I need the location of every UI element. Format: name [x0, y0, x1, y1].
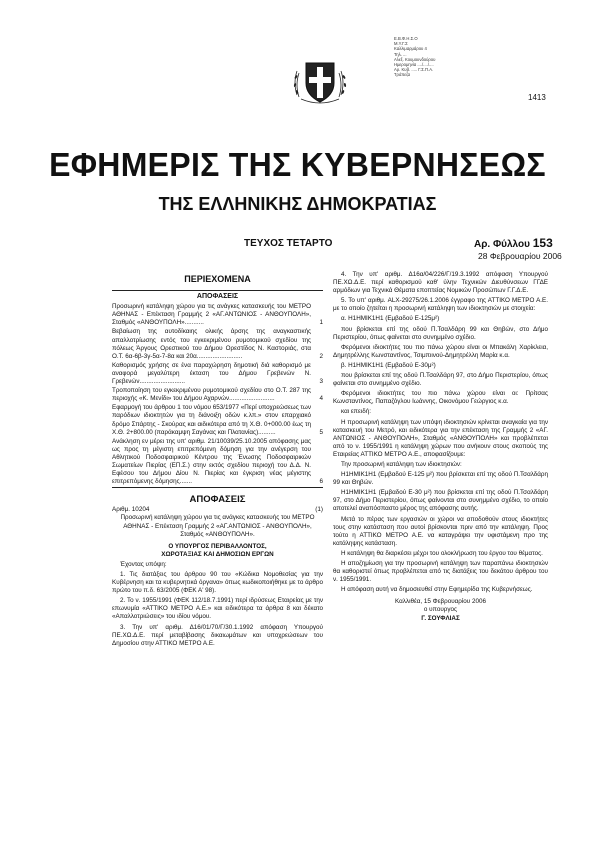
toc-item[interactable] [112, 328, 323, 360]
gazette-subtitle: ΤΗΣ ΕΛΛΗΝΙΚΗΣ ΔΗΜΟΚΡΑΤΙΑΣ [158, 194, 437, 214]
toc-item-text: Εφαρμογή του άρθρου 1 του νόμου 653/1977 «Περί υποχρεώσεως των παρόδιων ιδιοκτητών για τη διάνοιξη οδών κ.λπ.» στον επαρχιακό δρόμο Σπάρτης - Σκούρας και αιδικότερα από τη Χ.Θ. 0+000.00 έως τη Χ.Θ. 2+800.00 (παράκαμψη Σαγάνας και Πλατανίας).......... [112, 404, 311, 436]
toc-item[interactable] [112, 303, 323, 327]
toc-item[interactable] [112, 387, 323, 403]
stamp-line: Αλεξ. Κουμουνδούρου [394, 56, 436, 62]
issue-date: 28 Φεβρουαρίου 2006 [478, 251, 562, 261]
left-column [112, 271, 323, 650]
toc-item[interactable] [112, 404, 323, 436]
issue-sheet-number [474, 236, 553, 250]
paragraph: Η προσωρινή κατάληψη των υπόψη ιδιοκτησιών κρίνεται αναγκαία για την κατασκευή του Μετρό, και ειδικότερα για την επέκταση της Γραμμής 2 «ΑΓ. ΑΝΤΩΝΙΟΣ - ΑΝΘΟΥΠΟΛΗ», Σταθμός «ΑΝΘΟΥΠΟΛΗ» και προβλέπεται από το ν. 1955/1991 η κατάληψη χώρων που ανήκουν στους σκοπούς της Εταιρείας ΑΤΤΙΚΟ ΜΕΤΡΟ Α.Ε., αποφασίζουμε: [333, 418, 548, 458]
decisions-heading: ΑΠΟΦΑΣΕΙΣ [189, 494, 246, 506]
toc-item-page: 3 [319, 378, 323, 386]
publication-stamp [394, 36, 489, 78]
paragraph: Η αποζημίωση για την προσωρινή κατάληψη των παραπάνω ιδιοκτησιών θα καθοριστεί όπως προβλέπεται από τις διατάξεις του δεκάτου άρθρου του ν. 1955/1991. [333, 560, 548, 584]
paragraph: Η απόφαση αυτή να δημοσιευθεί στην Εφημερίδα της Κυβερνήσεως. [341, 586, 533, 594]
right-column [333, 271, 548, 623]
toc-item-text: Ανάκληση εν μέρει της υπ' αριθμ. 21/10039/25.10.2005 απόφασης μας ως προς τη μέγιστη επιτρεπόμενη δόμηση για την ανέγερση του Αθλητικού Ποδοσφαιρικού Κέντρου της Ένωσης Ποδοσφαιρικών Σωματείων Πιερίας (ΕΠ.Σ.) στην εκτός σχεδίου περιοχή του Δ.Δ. Ν. Εφέσου του Δήμου Δίου Ν. Πιερίας και έγκριση νέας μέγιστης επιτρεπόμενης δόμησης....... [112, 437, 311, 486]
stamp-line: Ημερομηνία ..../..../.... [394, 62, 434, 68]
issue-volume: ΤΕΥΧΟΣ ΤΕΤΑΡΤΟ [244, 238, 333, 249]
paragraph: Μετά το πέρας των εργασιών οι χώροι να αποδοθούν στους ιδιοκτήτες τους στην κατάσταση που αυτοί βρίσκονται πριν από την κατάληψη. Προς τούτο η ΑΤΤΙΚΟ ΜΕΤΡΟ Α.Ε. να καταγράψει την υφιστάμενη προ της κατάληψης κατάσταση. [333, 515, 548, 547]
toc-item-page: 2 [319, 352, 323, 360]
gazette-title: ΕΦΗΜΕΡΙΣ ΤΗΣ ΚΥΒΕΡΝΗΣΕΩΣ [49, 146, 546, 183]
minister-title-line: ΧΩΡΟΤΑΞΙΑΣ ΚΑΙ ΔΗΜΟΣΙΩΝ ΕΡΓΩΝ [161, 550, 274, 558]
paragraph: 5. Το υπ' αριθμ. ALX-29275/26.1.2006 έγγραφο της ΑΤΤΙΚΟ ΜΕΤΡΟ Α.Ε. με το οποίο ζητείται η προσωρινή κατάληψη των ιδιοκτησιών με στοιχεία: [333, 297, 548, 313]
minister-title-line: Ο ΥΠΟΥΡΓΟΣ ΠΕΡΙΒΑΛΛΟΝΤΟΣ, [168, 542, 267, 550]
sheet-number-value: 153 [532, 236, 553, 250]
minister-title [112, 543, 323, 559]
greek-coat-of-arms-emblem [291, 55, 349, 109]
divider [112, 487, 323, 488]
decision-number: Αριθμ. 10204 [112, 506, 150, 514]
paragraph: Η1ΗΜΙΚ1Η1 (Εμβαδού Ε-125 μ²) που βρίσκεται επί της οδού Π.Τσαλδάρη 99 και Θηβών. [333, 471, 548, 487]
toc-item-page: 6 [319, 478, 323, 486]
paragraph: που βρίσκεται επί της οδού Π.Τσαλδάρη 97, στο Δήμο Περιστερίου, όπως φαίνεται στο συνημμένο σχέδιο. [333, 372, 548, 388]
sheet-number-label: Αρ. Φύλλου [474, 239, 530, 250]
toc-item-text: Καθορισμός χρήσης σε ένα παραχώρηση δημοτική διά καθορισμό με αναφορά μεγαλύτερη έκταση του Δήμου Γρεβενών Ν. Γρεβενών.......................... [112, 361, 311, 386]
stamp-line: Ε.Β.Φ.Η.Σ.Ο [394, 36, 418, 41]
paragraph: Η1ΗΜΙΚ1Η1 (Εμβαδού Ε-30 μ²) που βρίσκεται επί της οδού Π.Τσαλδάρη 97, στο Δήμο Περιστερίου, όπως φαίνονται στο συνημμένο σχέδιο, το οποίο αποτελεί αναπόσπαστο μέρος της απόφασης αυτής. [333, 489, 548, 513]
toc-section-heading: ΑΠΟΦΑΣΕΙΣ [196, 293, 239, 301]
paragraph: Την προσωρινή κατάληψη των ιδιοκτησιών: [341, 460, 462, 468]
signature-name: Γ. ΣΟΥΦΛΙΑΣ [421, 614, 460, 622]
paragraph: 2. Το ν. 1955/1991 (ΦΕΚ 112/18.7.1991) περί ιδρύσεως Εταιρείας με την επωνυμία «ΑΤΤΙΚΟ ΜΕΤΡΟ Α.Ε.» και ειδικότερα τα άρθρα 8 και δέκατο «Απαλλοτριώσεις» του ιδίου νόμου. [112, 597, 323, 621]
toc-item[interactable] [112, 438, 323, 487]
paragraph: που βρίσκεται επί της οδού Π.Τσαλδάρη 99 και Θηβών, στο Δήμο Περιστερίου, όπως φαίνεται στο συνημμένο σχέδιο. [333, 325, 548, 341]
page-number: 1413 [528, 93, 546, 102]
toc-item-text: Προσωρινή κατάληψη χώρου για τις ανάγκες κατασκευής του ΜΕΤΡΟ ΑΘΗΝΑΣ - Επέκταση Γραμμής 2 «ΑΓ.ΑΝΤΩΝΙΟΣ - ΑΝΘΟΥΠΟΛΗ», Σταθμός «ΑΝΘΟΥΠΟΛΗ»........... [112, 303, 311, 327]
paragraph: Φερόμενοι ιδιοκτήτες του πιο πάνω χώρου είναι οι: Πρίτσας Κωνσταντίνος, Παπαζόγλου Ιωάννης, Οικονόμου Γεώργιος κ.α. [333, 390, 548, 406]
stamp-line: Καλλιμαρμάρου 4 [394, 46, 427, 52]
decision-ref: (1) [315, 506, 323, 514]
stamp-line: Μ.Υ.Γ.Σ [394, 41, 408, 47]
toc-item[interactable] [112, 362, 323, 386]
signature-place-date: Καλλιθέα, 15 Φεβρουαρίου 2006 [395, 598, 486, 606]
stamp-line: Τηλ. ... [394, 51, 407, 57]
paragraph: Φερόμενοι ιδιοκτήτες του πιο πάνω χώρου είναι οι Μπακάλη Χαρίκλεια, Δημητρέλλης Κωνσταντίνος, Τσιμπιινού-Δημητρέλλη Μαρία κ.α. [333, 343, 548, 359]
toc-item-page: 5 [319, 428, 323, 436]
paragraph: Έχοντας υπόψη: [120, 560, 167, 568]
toc-item-page: 4 [319, 395, 323, 403]
decision-subject: Προσωρινή κατάληψη χώρου για τις ανάγκες κατασκευής του ΜΕΤΡΟ ΑΘΗΝΑΣ - Επέκταση Γραμμής 2 «ΑΓ.ΑΝΤΩΝΙΟΣ - ΑΝΘΟΥΠΟΛΗ», Σταθμός «ΑΝΘΟΥΠΟΛΗ». [120, 514, 315, 538]
stamp-line: Αρ. Κυβ. ..... Γ.Σ.Π.Α. [394, 67, 434, 73]
paragraph: Η κατάληψη θα διαρκέσει μέχρι του ολοκλήρωση του έργου του θέματος. [341, 549, 543, 557]
toc-item-text: Βεβαίωση της αυτοδίκαιης ολικής άρσης της αναγκαστικής απαλλοτρίωσης εντός του εγκεκριμένου ρυμοτομικού σχεδίου της πόλεως Άργους Ορεστικού του Δήμου Ορεστίδος Ν. Καστοριάς, στα Ο.Τ. 6α-6β-3γ-5α-7-8α και 20α.......................... [112, 328, 311, 360]
toc-item-text: Τροποποίηση του εγκεκριμένου ρυμοτομικού σχεδίου στο Ο.Τ. 287 της περιοχής «Κ. Μενίδι» του Δήμου Αχαρνών.......................... [112, 387, 311, 403]
toc-item-page: 1 [319, 319, 323, 327]
property-label: β. Η1ΗΜΙΚ1Η1 (Εμβαδού Ε-30μ²) [341, 361, 436, 369]
paragraph: 4. Την υπ' αριθμ. Δ16α/04/226/Γ/19.3.1992 απόφαση Υπουργού ΠΕ.ΧΩ.Δ.Ε. περί καθορισμού καθ' ύλην Τεχνικών Διευθύνσεων ΓΓΔΕ αρμόδιων για Τεχνικά Θέματα εποπτείας Νομικών Προσώπων Γ.Γ.Δ.Ε. [333, 271, 548, 295]
property-label: α. Η1ΗΜΙΚ1Η1 (Εμβαδού Ε-125μ²) [341, 315, 440, 323]
paragraph: 3. Την υπ' αριθμ. Δ16/01/70/Γ/30.1.1992 απόφαση Υπουργού ΠΕ.ΧΩ.Δ.Ε. περί μεταβίβασης δικαιωμάτων και υποχρεώσεων του Δημοσίου στην ΑΤΤΙΚΟ ΜΕΤΡΟ Α.Ε. [112, 623, 323, 647]
signature-role: ο υπουργος [423, 606, 458, 614]
paragraph: και επειδή: [341, 408, 371, 416]
divider [112, 290, 323, 291]
stamp-line: Τράπεζα [394, 72, 411, 78]
toc-heading: ΠΕΡΙΕΧΟΜΕΝΑ [184, 274, 251, 284]
paragraph: 1. Τις διατάξεις του άρθρου 90 του «Κώδικα Νομοθεσίας για την Κυβέρνηση και τα κυβερνητικά όργανα» όπως κωδικοποιήθηκε με το άρθρο πρώτο του π.δ. 63/2005 (ΦΕΚ Α' 98). [112, 571, 323, 595]
